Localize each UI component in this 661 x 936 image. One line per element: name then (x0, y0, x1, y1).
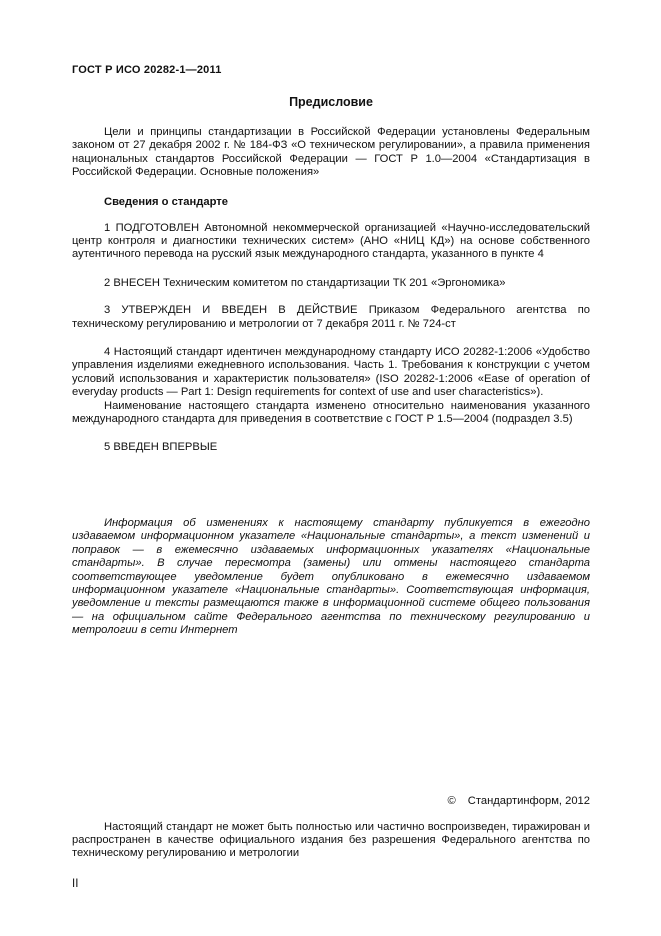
copyright-line (72, 795, 590, 807)
standard-info-item-5: 5 ВВЕДЕН ВПЕРВЫЕ (104, 440, 218, 453)
standard-info-item-3: 3 УТВЕРЖДЕН И ВВЕДЕН В ДЕЙСТВИЕ Приказом Федерального агентства по техническому регулированию и метрологии от 7 декабря 2011 г. № 724-ст (72, 304, 590, 330)
page-title: Предисловие (289, 95, 373, 109)
standard-info-item-2: 2 ВНЕСЕН Техническим комитетом по стандартизации ТК 201 «Эргономика» (104, 276, 506, 289)
changes-publication-note: Информация об изменениях к настоящему стандарту публикуется в ежегодно издаваемом информационном указателе «Национальные стандарты», а текст изменений и поправок — в ежемесячно издаваемых информационных указателях «Национальные стандарты». В случае пересмотра (замены) или отмены настоящего стандарта соответствующее уведомление будет опубликовано в ежемесячно издаваемом информационном указателе «Национальные стандарты». Соответствующая информация, уведомление и тексты размещаются также в информационной системе общего пользования — на официальном сайте Федерального агентства по техническому регулированию и метрологии в сети Интернет (72, 516, 590, 637)
reproduction-restriction-note: Настоящий стандарт не может быть полностью или частично воспроизведен, тиражирован и распространен в качестве официального издания без разрешения Федерального агентства по техническому регулированию и метрологии (72, 820, 590, 860)
document-code: ГОСТ Р ИСО 20282-1—2011 (72, 64, 222, 76)
page-number: II (72, 878, 79, 890)
intro-paragraph: Цели и принципы стандартизации в Российской Федерации установлены Федеральным законом от 27 декабря 2002 г. № 184-ФЗ «О техническом регулировании», а правила применения национальных стандартов Российской Федерации — ГОСТ Р 1.0—2004 «Стандартизация в Российской Федерации. Основные положения» (72, 126, 590, 179)
copyright-symbol: © (447, 794, 456, 807)
section-heading: Сведения о стандарте (104, 195, 228, 208)
copyright-text: Стандартинформ, 2012 (467, 794, 590, 807)
standard-info-item-1: 1 ПОДГОТОВЛЕН Автономной некоммерческой организацией «Научно-исследовательский центр контроля и диагностики технических систем» (АНО «НИЦ КД») на основе собственного аутентичного перевода на русский язык международного стандарта, указанного в пункте 4 (72, 221, 590, 261)
standard-info-item-4-note: Наименование настоящего стандарта изменено относительно наименования указанного международного стандарта для приведения в соответствие с ГОСТ Р 1.5—2004 (подраздел 3.5) (72, 399, 590, 426)
standard-info-item-4: 4 Настоящий стандарт идентичен международному стандарту ИСО 20282-1:2006 «Удобство управления изделиями ежедневного использования. Часть 1. Требования к конструкции с учетом условий использования и характеристик пользователя» (ISO 20282-1:2006 «Ease of operation of everyday products — Part 1: Design requirements for context of use and user characteristics»). (72, 346, 590, 399)
